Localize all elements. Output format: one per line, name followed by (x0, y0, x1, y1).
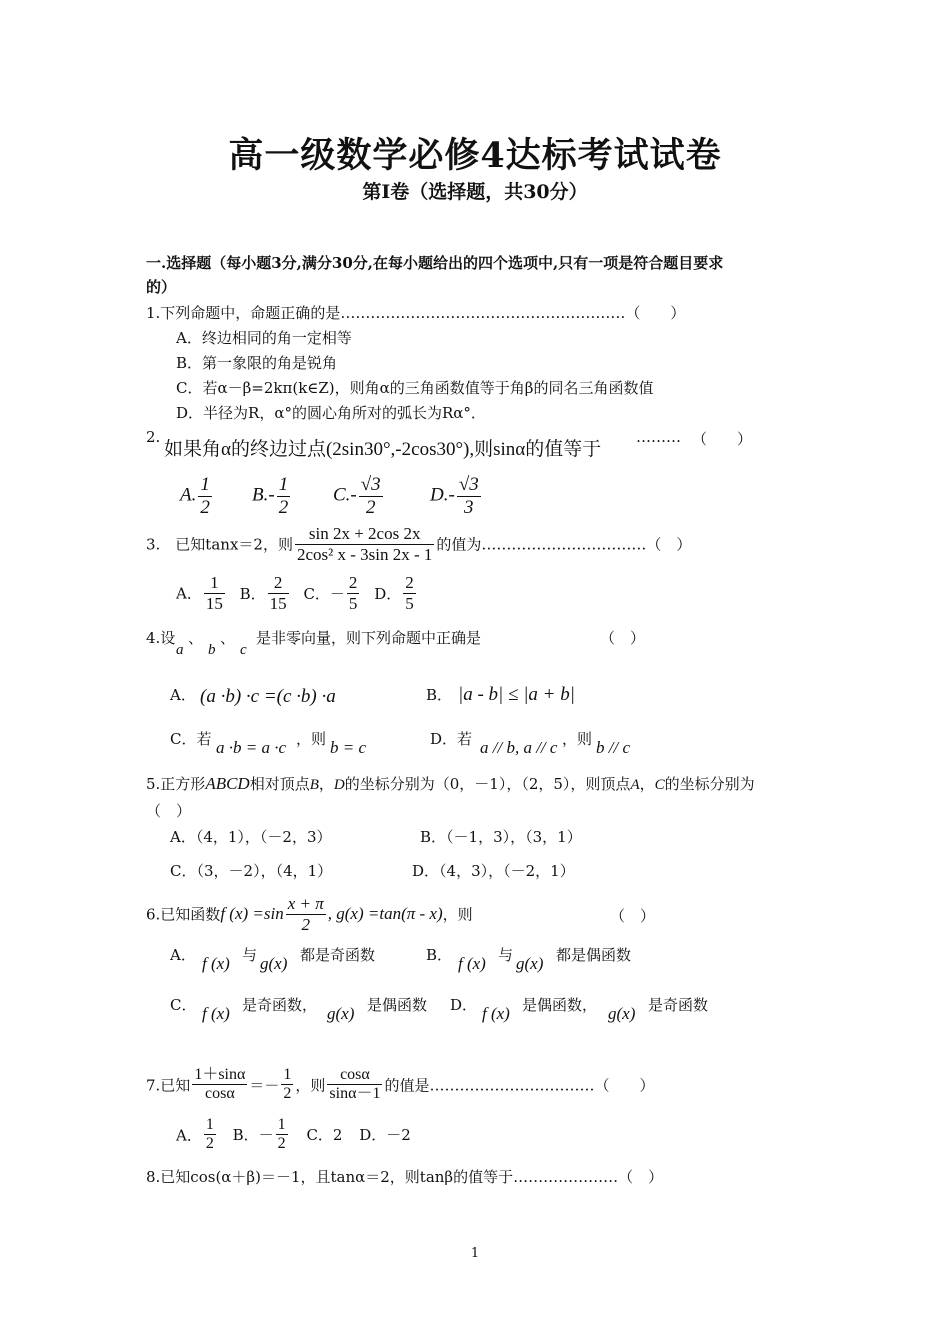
q3-options: A． $\frac{1}{15}$ B． $\frac{2}{15}$ C．－ $\frac{2}{5}$ D． $\frac{2}{5}$ (176, 573, 414, 613)
q3-denominator: 2cos² x - 3sin 2x - 1 (296, 544, 433, 564)
q2-option-a: A. $\frac{1}{2}$ (180, 474, 210, 518)
q8-stem: 8.已知cos(α＋β)＝－1，且tanα＝2，则tanβ的值等于…………………（ ） (146, 1168, 664, 1186)
q4-vec-c: c (240, 642, 247, 658)
q1-option-d: D．半径为R，α°的圆心角所对的弧长为Rα°． (176, 404, 486, 422)
q3-numerator: sin 2x + 2cos 2x (295, 524, 434, 545)
q6-stem: 6.已知函数f (x) =sin $\frac{x + \pi}{2}$ , g(x) =tan(π - x)，则 (146, 894, 473, 934)
q2-dots: ……… (636, 428, 681, 446)
q6-paren: （ ） (610, 907, 656, 925)
q5-option-c: C．（3，－2），（4，1） (170, 862, 333, 880)
q4-option-d-label: D．若 (430, 730, 473, 748)
q4-pre: 4.设 (146, 629, 176, 647)
q4-option-c-expr2: b = c (330, 738, 367, 757)
q6-option-b-gx: g(x) (516, 954, 544, 973)
q4-option-c-expr1: a ·b = a ·c (216, 738, 287, 757)
q6-option-c-tail: 是偶函数 (367, 996, 428, 1014)
q1-option-c: C．若α－β=2kπ(k∈Z)，则角α的三角函数值等于角β的同名三角函数值 (176, 379, 654, 397)
q4-option-c-label: C．若 (170, 730, 212, 748)
q6-option-a-label: A． (170, 946, 196, 964)
q2-number: 2. (146, 428, 161, 446)
q6-option-b-fx: f (x) (458, 954, 486, 973)
q6-option-c-mid: 是奇函数， (242, 996, 318, 1014)
q6-option-c-label: C． (170, 996, 197, 1014)
q6-option-c-gx: g(x) (327, 1004, 355, 1023)
q6-option-b-yu: 与 (498, 946, 514, 964)
q6-option-d-mid: 是偶函数， (522, 996, 598, 1014)
q7-stem: 7.已知 $\frac{1+\sin\alpha}{\cos\alpha}$ ＝－ $\frac{1}{2}$ ，则 $\frac{\cos\alpha}{\sin\alpha-1}$ 的值是……………………………（ ） (146, 1066, 655, 1103)
q6-option-b-tail: 都是偶函数 (556, 946, 632, 964)
q4-vec-a: a (176, 642, 184, 658)
q6-option-d-label: D． (450, 996, 478, 1014)
q4-option-d-expr2: b // c (596, 738, 630, 757)
q6-option-a-fx: f (x) (202, 954, 230, 973)
q4-vec-b: b (208, 642, 216, 658)
q6-option-a-yu: 与 (242, 946, 258, 964)
q4-option-b-label: B． (426, 686, 453, 704)
q2-stem: 如果角α的终边过点(2sin30°,-2cos30°),则sinα的值等于 (164, 439, 602, 460)
q2-paren: （ ） (692, 430, 753, 448)
q3-stem: 3. 已知tanx＝2，则 $\frac{\sin 2x + 2\cos 2x}{\text{2cos² x - 3sin 2x - 1}}$ 的值为……………………………（ ） (146, 524, 692, 564)
q7-options: A． $\frac{1}{2}$ B．－ $\frac{1}{2}$ C．2 D．－2 (176, 1116, 411, 1153)
page-title: 高一级数学必修4达标考试试卷 (228, 135, 722, 176)
q6-option-d-gx: g(x) (608, 1004, 636, 1023)
q6-option-a-gx: g(x) (260, 954, 288, 973)
q5-stem-line1: 5.正方形ABCD相对顶点B，D的坐标分别为（0，－1），（2，5），则顶点A，C的坐标分别为 (146, 774, 755, 793)
q1-stem: 1.下列命题中，命题正确的是…………………………………………………（ ） (146, 304, 686, 322)
q4-paren: （ ） (600, 629, 646, 647)
q5-option-b: B．（－1，3），（3，1） (420, 828, 582, 846)
q6-option-a-tail: 都是奇函数 (300, 946, 376, 964)
q2-option-b: B.- $\frac{1}{2}$ (252, 474, 289, 518)
q4-option-c-mid: ，则 (296, 730, 327, 748)
q2-option-c: C.- $\frac{√3}{2}$ (333, 474, 381, 518)
q4-option-b-expr: |a - b| ≤ |a + b| (458, 684, 575, 705)
q5-stem-line2: （ ） (146, 802, 192, 820)
q6-option-d-fx: f (x) (482, 1004, 510, 1023)
q4-option-d-mid: ，则 (562, 730, 593, 748)
section-heading-line2: 的） (146, 278, 177, 296)
q1-option-b: B．第一象限的角是锐角 (176, 354, 338, 372)
q4-option-a-expr: (a ·b) ·c =(c ·b) ·a (200, 686, 336, 707)
q4-stem: 是非零向量，则下列命题中正确是 (256, 629, 482, 647)
q6-option-c-fx: f (x) (202, 1004, 230, 1023)
q6-option-d-tail: 是奇函数 (648, 996, 709, 1014)
q4-sep2: 、 (220, 629, 236, 647)
q4-sep1: 、 (188, 629, 204, 647)
q5-option-a: A．（4，1），（－2，3） (170, 828, 332, 846)
q5-option-d: D．（4，3），（－2，1） (412, 862, 575, 880)
page-subtitle: 第Ⅰ卷（选择题，共30分） (362, 181, 588, 203)
q2-option-d: D.- $\frac{√3}{3}$ (430, 474, 479, 518)
section-heading-line1: 一.选择题（每小题3分,满分30分,在每小题给出的四个选项中,只有一项是符合题目要求 (146, 254, 724, 272)
q4-option-a-label: A． (170, 686, 196, 704)
q1-option-a: A．终边相同的角一定相等 (176, 329, 352, 347)
page-number: 1 (470, 1246, 480, 1261)
q6-option-b-label: B． (426, 946, 453, 964)
q4-option-d-expr1: a // b, a // c (480, 738, 558, 757)
